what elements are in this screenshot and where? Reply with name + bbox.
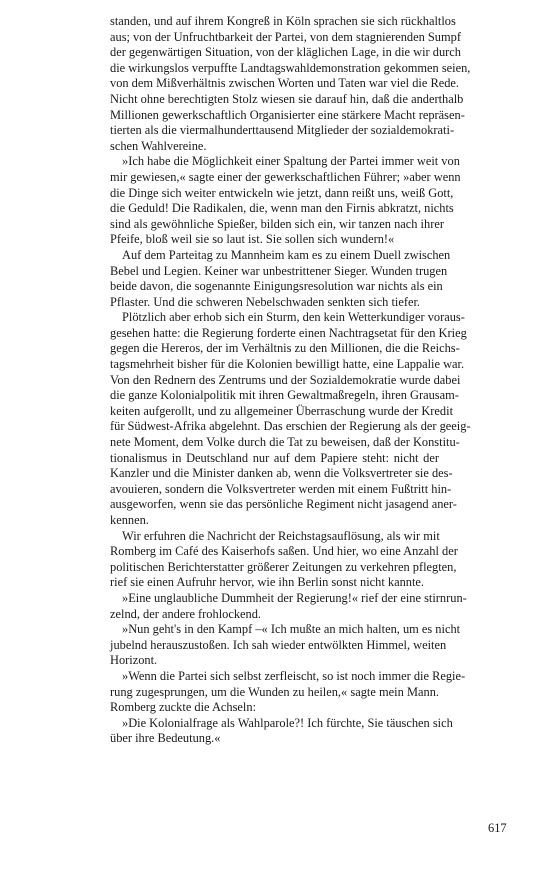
text-line: tionalismus in Deutschland nur auf dem Papiere steht: nicht der [110,450,439,465]
text-line: Horizont. [110,653,158,668]
text-line: Romberg zuckte die Achseln: [110,700,257,715]
text-line: zelnd, der andere frohlockend. [110,606,262,621]
text-line: Plötzlich aber erhob sich ein Sturm, den kein Wetterkundiger voraus- [122,310,465,325]
text-line: Bebel und Legien. Keiner war unbestrittener Sieger. Wunden trugen [110,263,448,278]
text-line: aus; von der Unfruchtbarkeit der Partei, von dem stagnierenden Sumpf [110,29,461,44]
text-line: mir gewiesen,« sagte einer der gewerkschaftlichen Führer; »aber wenn [110,169,461,184]
text-line: nete Moment, dem Volke durch die Tat zu beweisen, daß der Konstitu- [110,435,460,450]
text-line: gegen die Hereros, der im Verhältnis zu den Millionen, die die Reichs- [110,341,460,356]
text-line: »Eine unglaubliche Dummheit der Regierung!« rief der eine stirnrun- [122,590,467,605]
text-line: von dem Mißverhältnis zwischen Worten und Taten war viel die Rede. [110,76,459,91]
text-line: »Wenn die Partei sich selbst zerfleischt, so ist noch immer die Regie- [122,668,466,683]
text-line: Pfeife, bloß weil sie so laut ist. Sie sollen sich wundern!« [110,232,395,247]
text-line: »Die Kolonialfrage als Wahlparole?! Ich fürchte, Sie täuschen sich [122,715,453,730]
text-line: Nicht ohne berechtigten Stolz wiesen sie darauf hin, daß die anderthalb [110,91,464,106]
text-line: Pflaster. Und die schweren Nebelschwaden senkten sich tiefer. [110,294,421,309]
text-line: beide davon, die sogenannte Einigungsresolution war nichts als ein [110,279,443,294]
body-text [110,14,471,747]
text-line: Millionen gewerkschaftlich Organisierter eine stärkere Macht repräsen- [110,107,465,122]
text-line: keiten aufgerollt, und zu allgemeiner Überraschung wurde der Kredit [110,403,454,418]
text-line: jubelnd herauszustoßen. Ich sah wieder entwölkten Himmel, weiten [110,637,447,652]
text-line: sind als gewöhnliche Spießer, bilden sich ein, wir tanzen nach ihrer [110,216,444,231]
text-line: der gegenwärtigen Situation, von der kläglichen Lage, in die wir durch [110,45,461,60]
text-line: standen, und auf ihrem Kongreß in Köln sprachen sie sich rückhaltlos [110,14,456,28]
text-line: Romberg im Café des Kaiserhofs saßen. Und hier, wo eine Anzahl der [110,544,458,559]
text-line: schen Wahlvereine. [110,138,207,153]
text-line: gesehen hatte: die Regierung forderte einen Nachtragsetat für den Krieg [110,325,467,340]
text-line: Von den Rednern des Zentrums und der Sozialdemokratie wurde dabei [110,372,461,387]
text-line: rief sie einen Aufruhr hervor, wie ihn Berlin sonst nicht kannte. [110,575,425,590]
text-line: politischen Berichterstatter größerer Zeitungen zu verkehren pflegten, [110,559,457,574]
text-line: Auf dem Parteitag zu Mannheim kam es zu einem Duell zwischen [122,247,451,262]
text-line: die Dinge sich weiter entwickeln wie jetzt, dann reißt uns, weiß Gott, [110,185,454,200]
text-line: rung zugesprungen, um die Wunden zu heilen,« sagte mein Mann. [110,684,439,699]
text-line: tierten als die viermalhunderttausend Mitglieder der sozialdemokrati- [110,123,455,138]
text-line: die ganze Kolonialpolitik mit ihren Gewaltmaßregeln, ihren Grausam- [110,388,459,403]
text-line: die wirkungslos verpuffte Landtagswahldemonstration gekommen seien, [110,60,471,75]
text-line: kennen. [110,513,149,527]
text-line: Wir erfuhren die Nachricht der Reichstagsauflösung, als wir mit [122,528,440,543]
text-line: die Geduld! Die Radikalen, die, wenn man den Firnis abkratzt, nichts [110,201,454,216]
text-line: über ihre Bedeutung.« [110,731,221,746]
text-line: avouieren, sondern die Volksvertreter werden mit einem Fußtritt hin- [110,481,452,496]
page-number: 617 [488,821,507,835]
text-line: »Nun geht's in den Kampf –« Ich mußte an mich halten, um es nicht [122,622,461,637]
text-line: Kanzler und die Minister danken ab, wenn die Volksvertreter sie des- [110,466,453,481]
text-line: tagsmehrheit bisher für die Kolonien bewilligt hatte, eine Lappalie war. [110,357,465,372]
text-line: »Ich habe die Möglichkeit einer Spaltung der Partei immer weit von [122,154,460,169]
text-line: ausgeworfen, wenn sie das persönliche Regiment nicht jasagend aner- [110,497,457,512]
text-line: für Südwest-Afrika abgelehnt. Das erschien der Regierung als der geeig- [110,419,471,434]
